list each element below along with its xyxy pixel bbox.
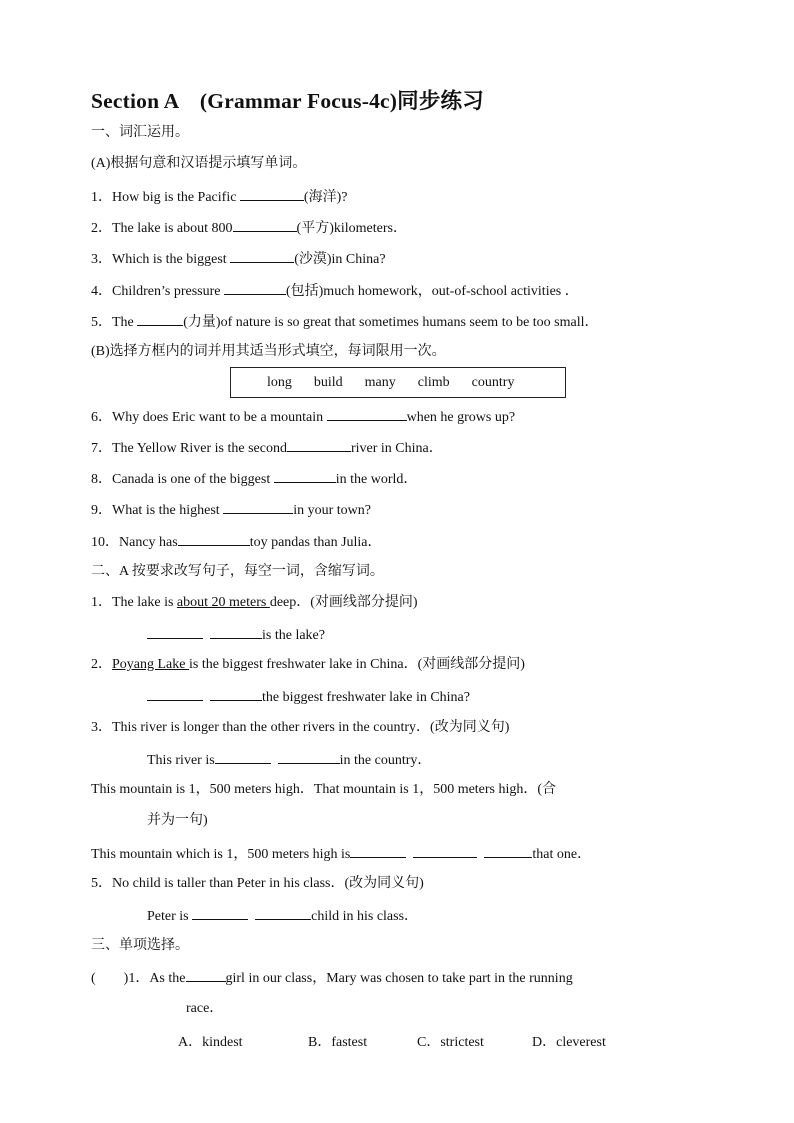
- word-bank-item: country: [471, 375, 515, 390]
- answer-blank[interactable]: [287, 438, 351, 452]
- question-text: is the biggest freshwater lake in China．(对画线部分提问): [188, 657, 525, 672]
- question-text: (力量)of nature is so great that sometimes humans seem to be too small．: [183, 315, 599, 330]
- question-2: [91, 218, 407, 238]
- choice-question-1: [91, 968, 573, 988]
- word-bank-item: climb: [417, 375, 450, 390]
- answer-blank[interactable]: [233, 218, 297, 232]
- question-text: in the world．: [335, 472, 418, 487]
- rewrite-question-4-cont: 并为一句): [147, 813, 208, 828]
- answer-blank[interactable]: [210, 625, 262, 639]
- question-5: [91, 312, 599, 332]
- question-7: [91, 438, 443, 458]
- option-a[interactable]: A．kindest: [178, 1035, 243, 1050]
- question-text: in your town?: [293, 503, 371, 518]
- subsection-a-instruction: (A)根据句意和汉语提示填写单词。: [91, 156, 307, 171]
- answer-blank[interactable]: [350, 844, 406, 858]
- answer-blank[interactable]: [147, 687, 203, 701]
- answer-text: is the lake?: [262, 628, 325, 643]
- option-d[interactable]: D．cleverest: [532, 1035, 606, 1050]
- page-title: Section A (Grammar Focus-4c)同步练习: [91, 89, 484, 113]
- question-text: 1．The lake is: [91, 595, 177, 610]
- answer-text: This mountain which is 1，500 meters high is: [91, 847, 351, 862]
- answer-blank[interactable]: [255, 906, 311, 920]
- rewrite-answer-2: [147, 687, 470, 707]
- answer-blank[interactable]: [230, 249, 294, 263]
- question-4: [91, 281, 579, 301]
- answer-blank[interactable]: [278, 750, 340, 764]
- rewrite-answer-4: [91, 844, 591, 864]
- question-6: [91, 407, 515, 427]
- choice-question-1-cont: race．: [186, 1001, 224, 1016]
- question-text: 4．Children’s pressure: [91, 284, 224, 299]
- question-text: 10．Nancy has: [91, 535, 178, 550]
- answer-blank[interactable]: [240, 187, 304, 201]
- question-text: 2．The lake is about 800: [91, 221, 233, 236]
- question-10: [91, 532, 382, 552]
- answer-text: the biggest freshwater lake in China?: [262, 690, 470, 705]
- subsection-b-instruction: (B)选择方框内的词并用其适当形式填空，每词限用一次。: [91, 344, 446, 359]
- word-bank-item: long: [267, 375, 292, 390]
- question-text: 7．The Yellow River is the second: [91, 441, 287, 456]
- question-text: (包括)much homework，out-of-school activities ．: [285, 284, 579, 299]
- answer-text: child in his class．: [311, 909, 419, 924]
- answer-blank[interactable]: [413, 844, 477, 858]
- rewrite-answer-1: [147, 625, 325, 645]
- option-c[interactable]: C．strictest: [417, 1035, 484, 1050]
- question-text: (平方)kilometers．: [296, 221, 407, 236]
- question-text: 3．Which is the biggest: [91, 252, 231, 267]
- rewrite-question-4: This mountain is 1，500 meters high．That mountain is 1，500 meters high．(合: [91, 782, 557, 797]
- section-heading-1: 一、词汇运用。: [91, 125, 189, 140]
- answer-blank[interactable]: [215, 750, 271, 764]
- rewrite-question-2: [91, 656, 525, 674]
- answer-blank[interactable]: [137, 312, 183, 326]
- answer-blank[interactable]: [186, 968, 226, 982]
- question-text: girl in our class，Mary was chosen to take part in the running: [225, 971, 573, 986]
- question-9: [91, 500, 371, 520]
- word-bank-item: build: [313, 375, 343, 390]
- question-text: 8．Canada is one of the biggest: [91, 472, 274, 487]
- question-text: 9．What is the highest: [91, 503, 224, 518]
- question-8: [91, 469, 417, 489]
- underlined-phrase: about 20 meters: [176, 595, 270, 610]
- option-b[interactable]: B．fastest: [308, 1035, 368, 1050]
- question-text: 2．: [91, 657, 112, 672]
- answer-blank[interactable]: [147, 625, 203, 639]
- answer-text: This river is: [147, 753, 215, 768]
- question-text: 1．How big is the Pacific: [91, 190, 240, 205]
- answer-blank[interactable]: [274, 469, 336, 483]
- rewrite-answer-5: [147, 906, 418, 926]
- word-bank-item: many: [364, 375, 396, 390]
- word-bank: [267, 375, 536, 391]
- question-1: [91, 187, 347, 207]
- section-heading-3: 三、单项选择。: [91, 938, 189, 953]
- question-text: river in China．: [350, 441, 443, 456]
- question-text: 6．Why does Eric want to be a mountain: [91, 410, 327, 425]
- rewrite-question-3: 3．This river is longer than the other rivers in the country．(改为同义句): [91, 720, 510, 735]
- answer-blank[interactable]: [327, 407, 407, 421]
- question-text: (海洋)?: [303, 190, 348, 205]
- question-text: when he grows up?: [406, 410, 516, 425]
- question-text: toy pandas than Julia．: [249, 535, 382, 550]
- rewrite-question-5: 5．No child is taller than Peter in his class．(改为同义句): [91, 876, 424, 891]
- answer-blank[interactable]: [210, 687, 262, 701]
- answer-text: Peter is: [147, 909, 193, 924]
- answer-blank[interactable]: [223, 500, 293, 514]
- rewrite-answer-3: [147, 750, 431, 770]
- question-text: deep．(对画线部分提问): [269, 595, 418, 610]
- question-text: (沙漠)in China?: [294, 252, 386, 267]
- answer-text: that one．: [532, 847, 592, 862]
- question-text: 5．The: [91, 315, 138, 330]
- question-3: [91, 249, 386, 269]
- answer-blank[interactable]: [192, 906, 248, 920]
- underlined-phrase: Poyang Lake: [112, 657, 189, 672]
- answer-text: in the country．: [339, 753, 432, 768]
- answer-blank[interactable]: [484, 844, 532, 858]
- answer-blank[interactable]: [224, 281, 286, 295]
- question-text: ( )1．As the: [91, 971, 186, 986]
- answer-blank[interactable]: [178, 532, 250, 546]
- rewrite-question-1: [91, 594, 418, 612]
- section-heading-2: 二、A 按要求改写句子，每空一词，含缩写词。: [91, 564, 384, 579]
